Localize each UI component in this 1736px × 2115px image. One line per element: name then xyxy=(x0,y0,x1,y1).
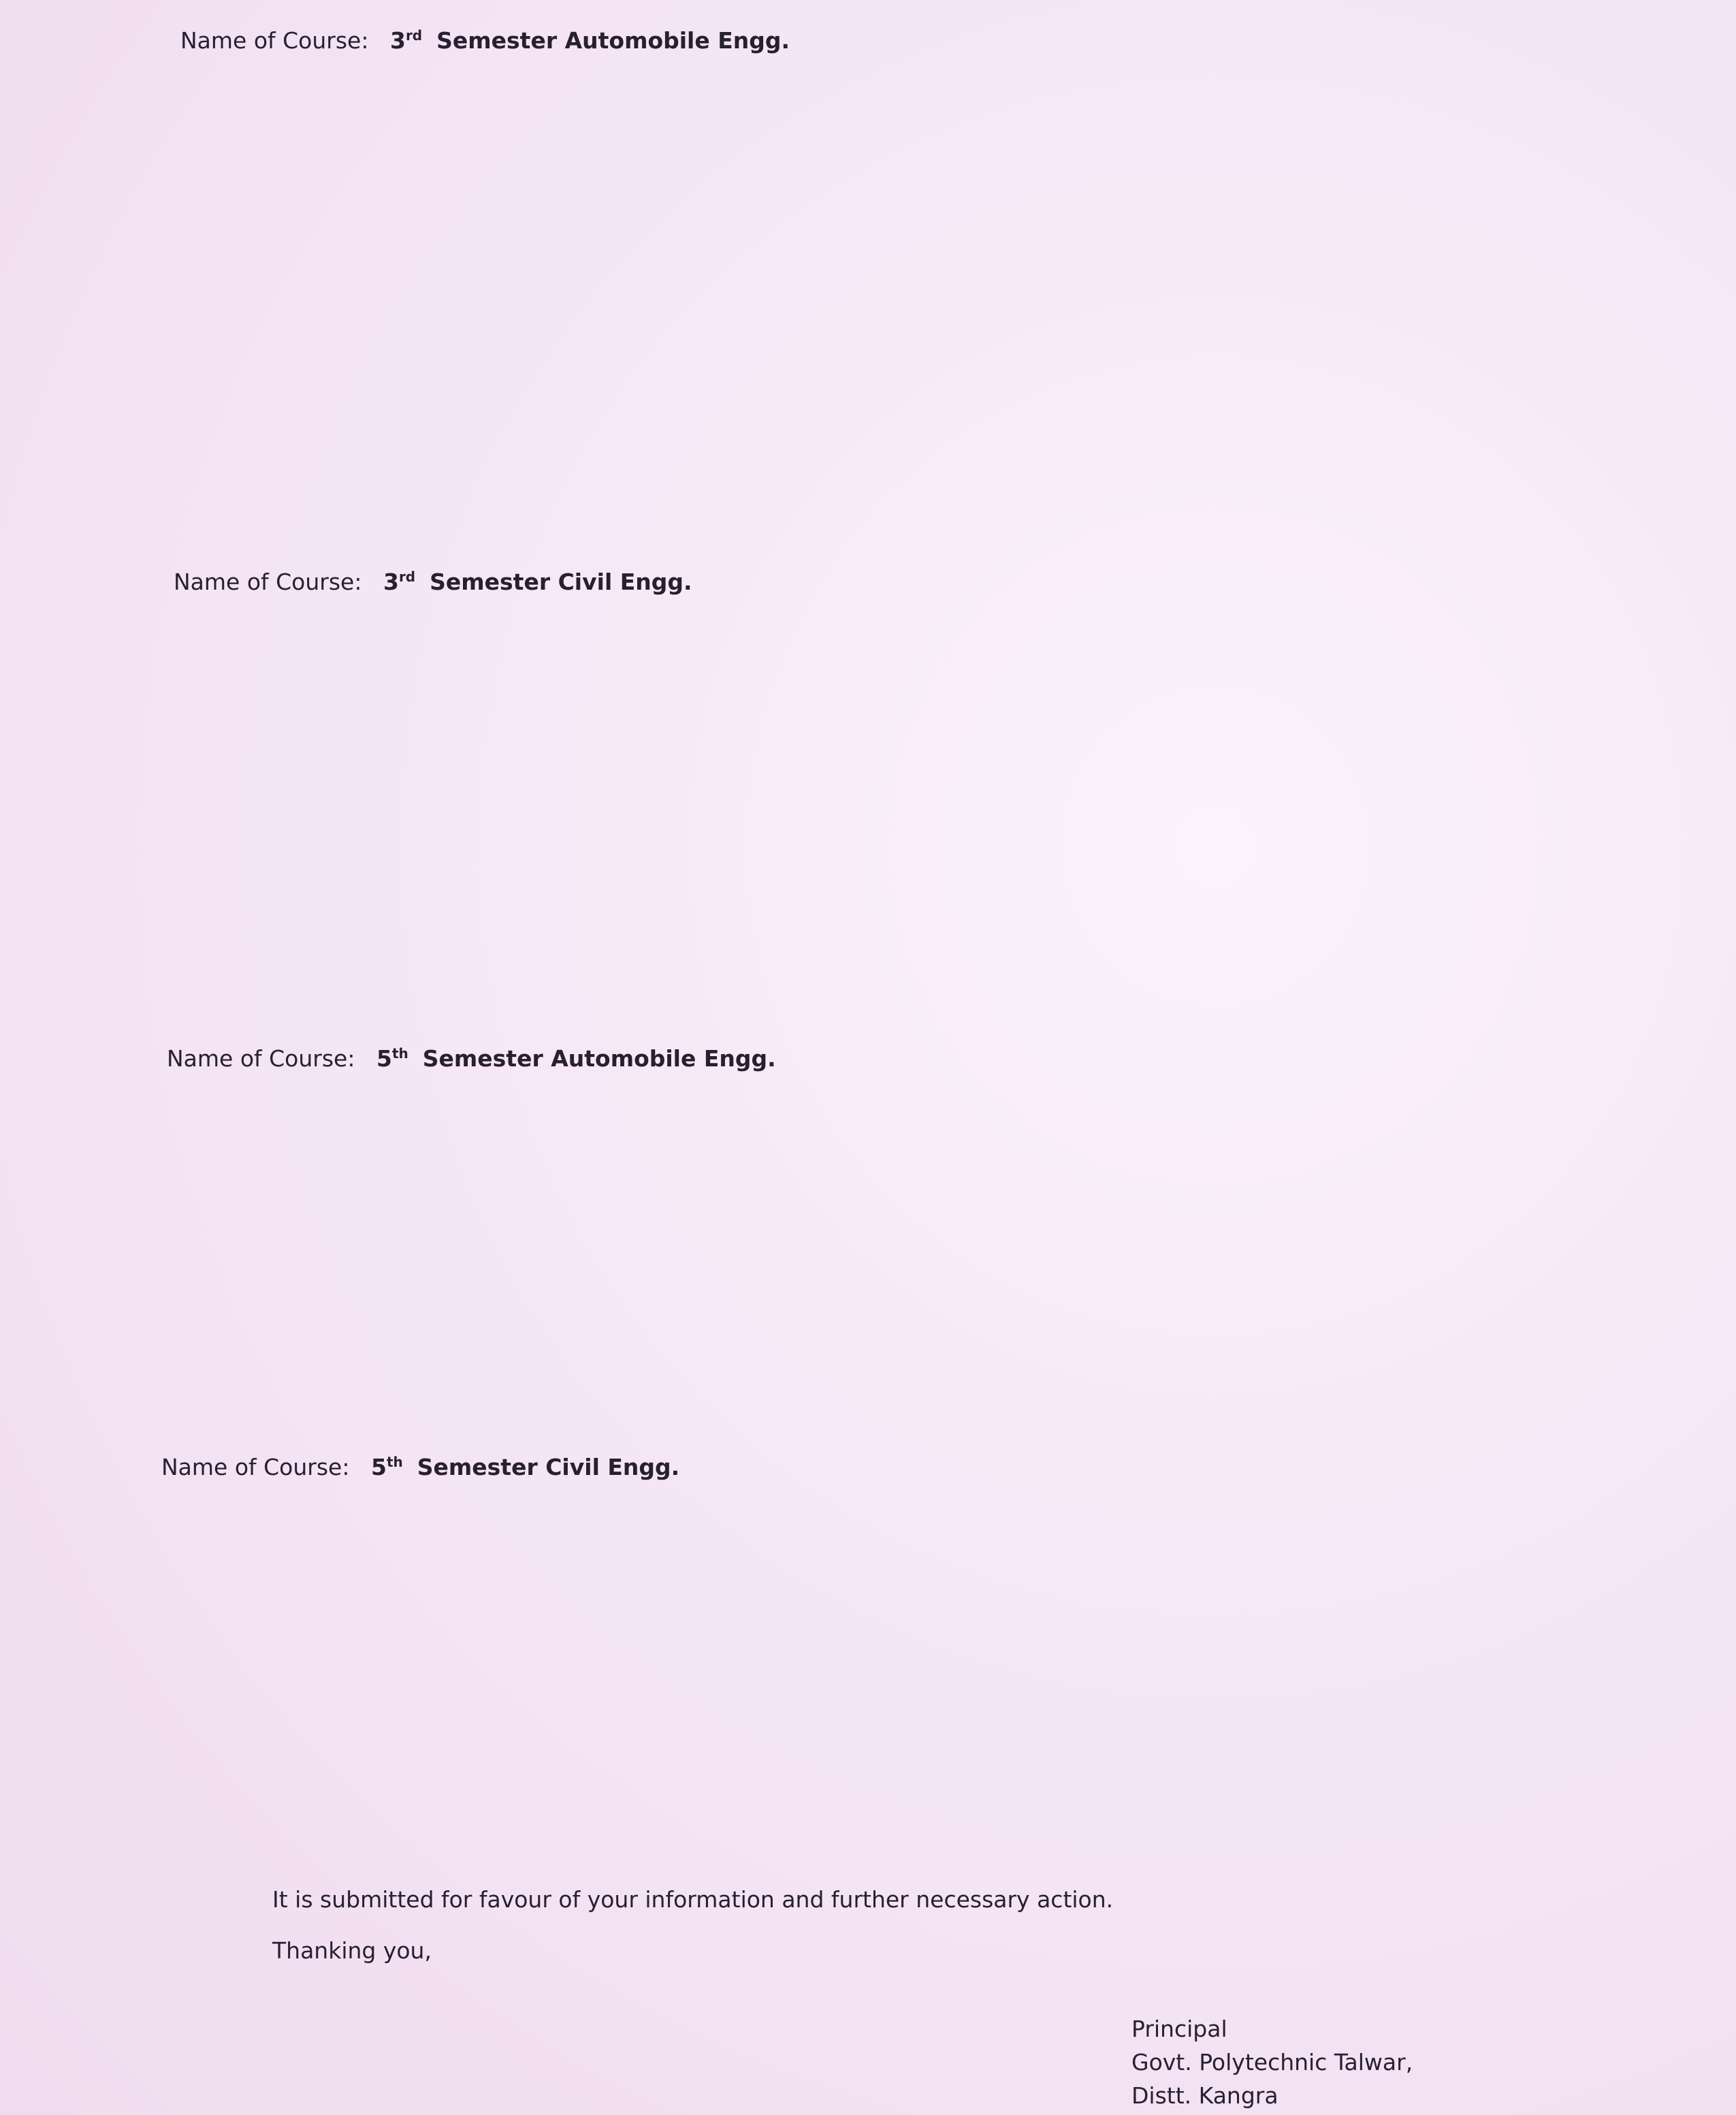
signature-line: Distt. Kangra xyxy=(1131,2082,1279,2109)
signature-block xyxy=(1131,2012,1413,2112)
signature-line: Principal xyxy=(1131,2016,1227,2042)
course-title: Name of Course: 3rd Semester Automobile Engg. xyxy=(180,27,790,54)
course-title: Name of Course: 3rd Semester Civil Engg. xyxy=(174,569,692,595)
thanking-note: Thanking you, xyxy=(272,1937,432,1964)
course-title: Name of Course: 5th Semester Civil Engg. xyxy=(161,1454,680,1480)
submission-note: It is submitted for favour of your information and further necessary action. xyxy=(272,1886,1114,1913)
signature-line: Govt. Polytechnic Talwar, xyxy=(1131,2049,1413,2076)
course-title: Name of Course: 5th Semester Automobile Engg. xyxy=(167,1045,776,1072)
